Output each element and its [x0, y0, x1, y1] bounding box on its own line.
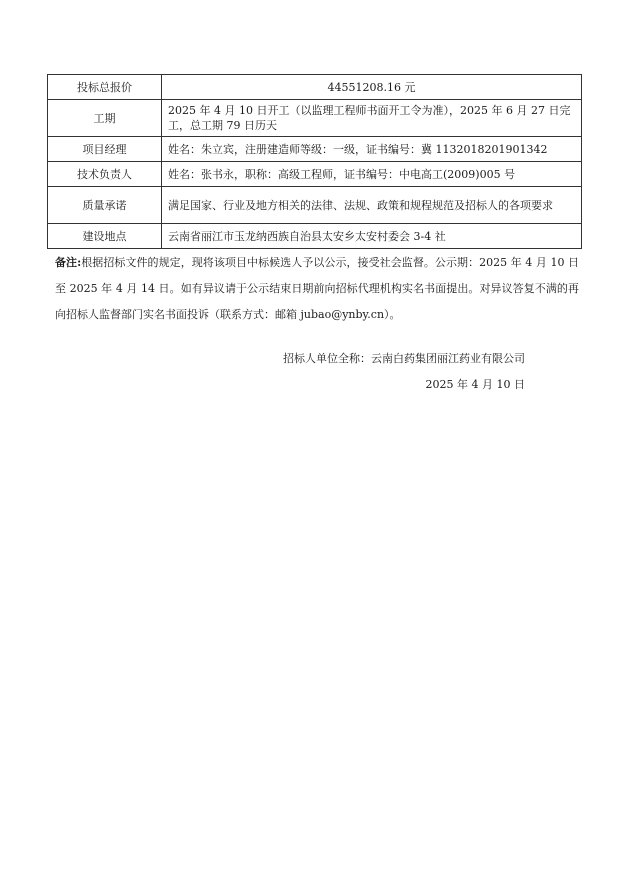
row-label-technical-lead: 技术负责人 [48, 162, 162, 187]
row-value-duration: 2025 年 4 月 10 日开工（以监理工程师书面开工令为准），2025 年 6 月 27 日完工，总工期 79 日历天 [162, 100, 582, 137]
table-row-duration [48, 100, 582, 137]
row-label-total-bid: 投标总报价 [48, 75, 162, 100]
table-row-total-bid [48, 75, 582, 100]
table-row-project-manager [48, 137, 582, 162]
row-value-total-bid: 44551208.16 元 [162, 75, 582, 100]
row-value-quality: 满足国家、行业及地方相关的法律、法规、政策和规程规范及招标人的各项要求 [162, 187, 582, 224]
signature-date: 2025 年 4 月 10 日 [425, 378, 525, 391]
remarks-text: 根据招标文件的规定，现将该项目中标候选人予以公示，接受社会监督。公示期：2025 年 4 月 10 日至 2025 年 4 月 14 日。如有异议请于公示结束日期前向招标代理机构实名书面提出。对异议答复不满的再向招标人监督部门实名书面投诉（联系方式：邮箱 jubao@ynby.cn）。 [55, 256, 579, 321]
row-value-location: 云南省丽江市玉龙纳西族自治县太安乡太安村委会 3-4 社 [162, 224, 582, 249]
row-label-duration: 工期 [48, 100, 162, 137]
remarks-label: 备注: [55, 256, 82, 269]
bid-info-table [47, 74, 582, 249]
row-label-location: 建设地点 [48, 224, 162, 249]
row-label-quality: 质量承诺 [48, 187, 162, 224]
remarks-paragraph [55, 250, 579, 328]
tenderer-name: 招标人单位全称：云南白药集团丽江药业有限公司 [283, 352, 525, 365]
table-row-location [48, 224, 582, 249]
row-value-technical-lead: 姓名：张书永，职称：高级工程师，证书编号：中电高工(2009)005 号 [162, 162, 582, 187]
table-row-quality [48, 187, 582, 224]
row-value-project-manager: 姓名：朱立宾，注册建造师等级：一级，证书编号：冀 1132018201901342 [162, 137, 582, 162]
row-label-project-manager: 项目经理 [48, 137, 162, 162]
table-row-technical-lead [48, 162, 582, 187]
